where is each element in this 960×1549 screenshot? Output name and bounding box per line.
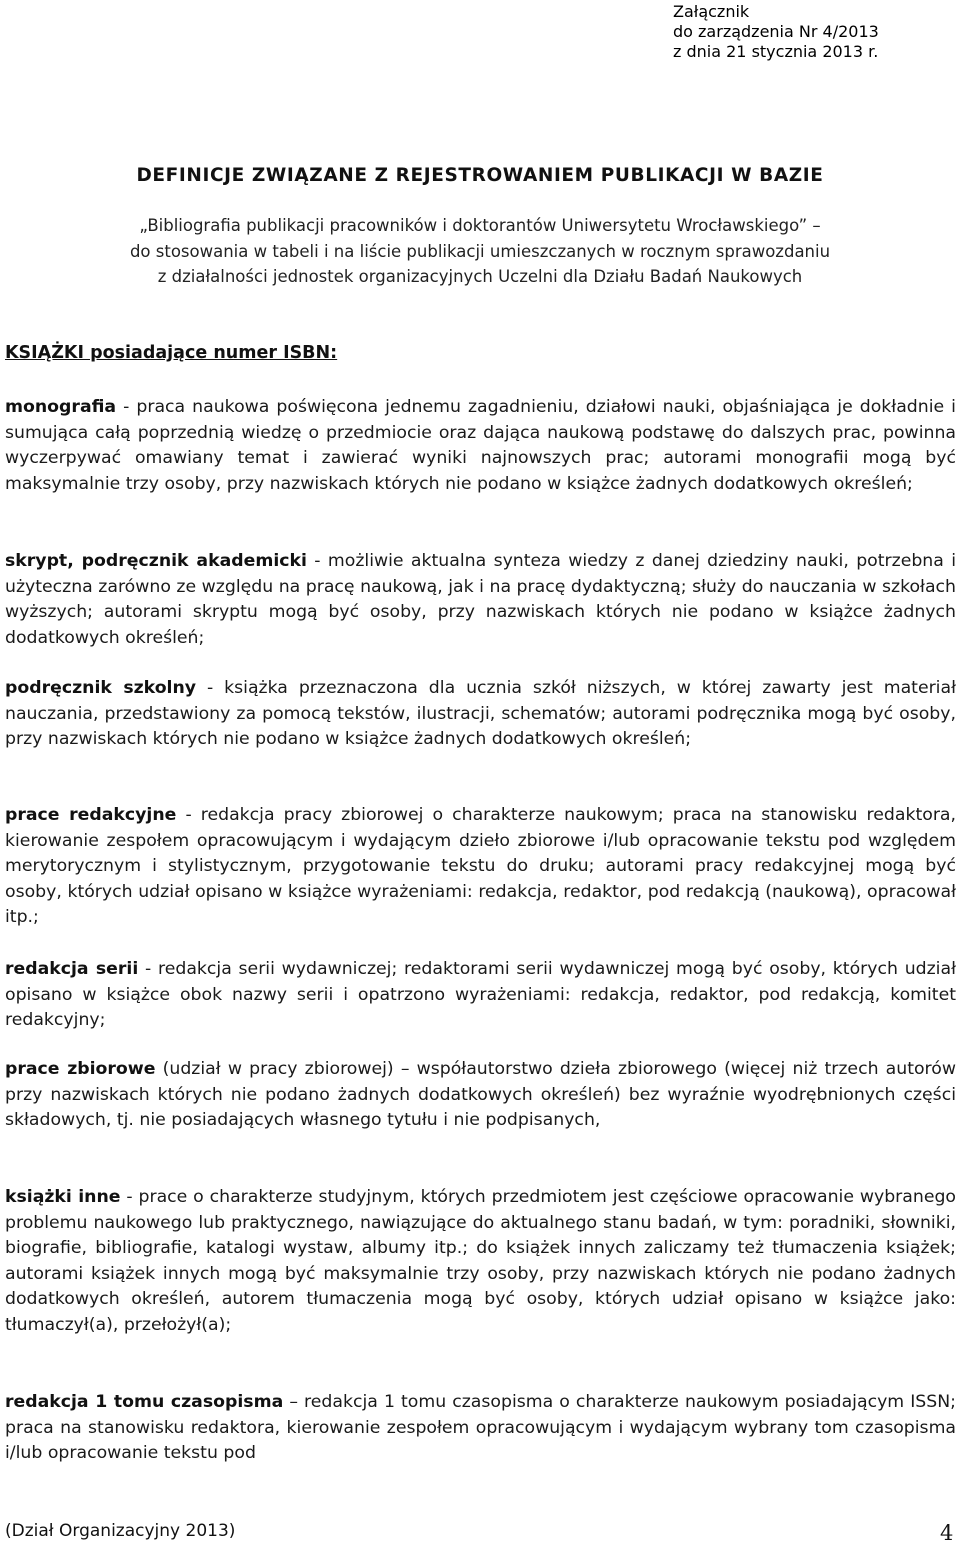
definition-text: - praca naukowa poświęcona jednemu zagadnieniu, działowi nauki, objaśniająca je dokładnie i sumująca całą poprzednią wiedzę o przedmiocie oraz dająca naukową podstawę do dalszych prac, powinna wyczerpywać omawiany temat i zawierać wyniki najnowszych prac; autorami monografii mogą być maksymalnie trzy osoby, przy nazwiskach których nie podano w książce żadnych dodatkowych określeń; xyxy=(5,397,956,494)
page-number: 4 xyxy=(940,1521,954,1545)
attachment-header xyxy=(673,2,879,62)
definition-text: (udział w pracy zbiorowej) – współautorstwo dzieła zbiorowego (więcej niż trzech autorów przy nazwiskach których nie podano żadnych dodatkowych określeń) bez wyraźnie wyodrębnionych części składowych, tj. nie posiadających własnego tytułu i nie podpisanych, xyxy=(5,1059,956,1131)
definition-term: prace zbiorowe xyxy=(5,1059,156,1079)
document-subtitle xyxy=(0,213,960,290)
definition-term: prace redakcyjne xyxy=(5,805,177,825)
date-reference: z dnia 21 stycznia 2013 r. xyxy=(673,42,879,61)
definition-term: podręcznik szkolny xyxy=(5,678,197,698)
subtitle-line: do stosowania w tabeli i na liście publikacji umieszczanych w rocznym sprawozdaniu xyxy=(129,241,831,261)
definition-text: - możliwie aktualna synteza wiedzy z danej dziedziny nauki, potrzebna i użyteczna zarówno ze względu na pracę naukową, jak i na pracę dydaktyczną; służy do nauczania w szkołach wyższych; autorami skryptu mogą być osoby, przy nazwiskach których nie podano w książce żadnych dodatkowych określeń; xyxy=(5,551,957,648)
definition-text: - redakcja serii wydawniczej; redaktorami serii wydawniczej mogą być osoby, których udział opisano w książce obok nazwy serii i opatrzono wyrażeniami: redakcja, redaktor, pod redakcją, komitet redakcyjny; xyxy=(5,959,956,1031)
footer-source: (Dział Organizacyjny 2013) xyxy=(5,1521,236,1541)
definition-term: redakcja 1 tomu czasopisma xyxy=(5,1392,284,1412)
subtitle-line: „Bibliografia publikacji pracowników i doktorantów Uniwersytetu Wrocławskiego” – xyxy=(139,216,821,235)
definition-monografia xyxy=(5,395,956,497)
definition-term: redakcja serii xyxy=(5,959,139,979)
subtitle-line: z działalności jednostek organizacyjnych Uczelni dla Działu Badań Naukowych xyxy=(157,267,803,286)
attachment-label: Załącznik xyxy=(673,2,750,21)
definition-redakcja-serii xyxy=(5,957,956,1034)
definition-skrypt xyxy=(5,549,956,651)
order-reference: do zarządzenia Nr 4/2013 xyxy=(673,22,879,41)
definition-redakcja-tomu xyxy=(5,1390,956,1467)
definition-text: - prace o charakterze studyjnym, których przedmiotem jest częściowe opracowanie wybranego problemu naukowego lub praktycznego, nawiązujące do aktualnego stanu badań, w tym: poradniki, słowniki, biografie, bibliografie, katalogi wystaw, albumy itp.; do książek innych zaliczamy też tłumaczenia książek; autorami książek innych mogą być maksymalnie trzy osoby, przy nazwiskach których nie podano żadnych dodatkowych określeń, autorem tłumaczenia mogą być osoby, których udział opisano w książce jako: tłumaczył(a), przełożył(a); xyxy=(5,1187,956,1335)
definition-prace-zbiorowe xyxy=(5,1057,956,1134)
definition-term: monografia xyxy=(5,397,117,417)
definition-prace-redakcyjne xyxy=(5,803,956,931)
section-heading: KSIĄŻKI posiadające numer ISBN: xyxy=(5,343,338,363)
definition-ksiazki-inne xyxy=(5,1185,956,1339)
definition-text: - książka przeznaczona dla ucznia szkół niższych, w której zawarty jest materiał nauczania, przedstawiony za pomocą tekstów, ilustracji, schematów; autorami podręcznika mogą być osoby, przy nazwiskach których nie podano w książce żadnych dodatkowych określeń; xyxy=(5,678,956,750)
definition-podrecznik-szkolny xyxy=(5,676,956,753)
definition-term: skrypt, podręcznik akademicki xyxy=(5,551,307,571)
document-title: DEFINICJE ZWIĄZANE Z REJESTROWANIEM PUBLIKACJI W BAZIE xyxy=(136,165,824,186)
definition-term: książki inne xyxy=(5,1187,121,1207)
definition-text: - redakcja pracy zbiorowej o charakterze naukowym; praca na stanowisku redaktora, kierowanie zespołem opracowującym i wydającym dzieło zbiorowe i/lub opracowanie tekstu pod względem merytorycznym i stylistycznym, przygotowanie tekstu do druku; autorami pracy redakcyjnej mogą być osoby, których udział opisano w książce wyrażeniami: redakcja, redaktor, pod redakcją (naukową), opracował itp.; xyxy=(5,805,957,928)
definition-text: – redakcja 1 tomu czasopisma o charakterze naukowym posiadającym ISSN; praca na stanowisku redaktora, kierowanie zespołem opracowującym i wydającym wybrany tom czasopisma i/lub opracowanie tekstu pod xyxy=(5,1392,956,1464)
